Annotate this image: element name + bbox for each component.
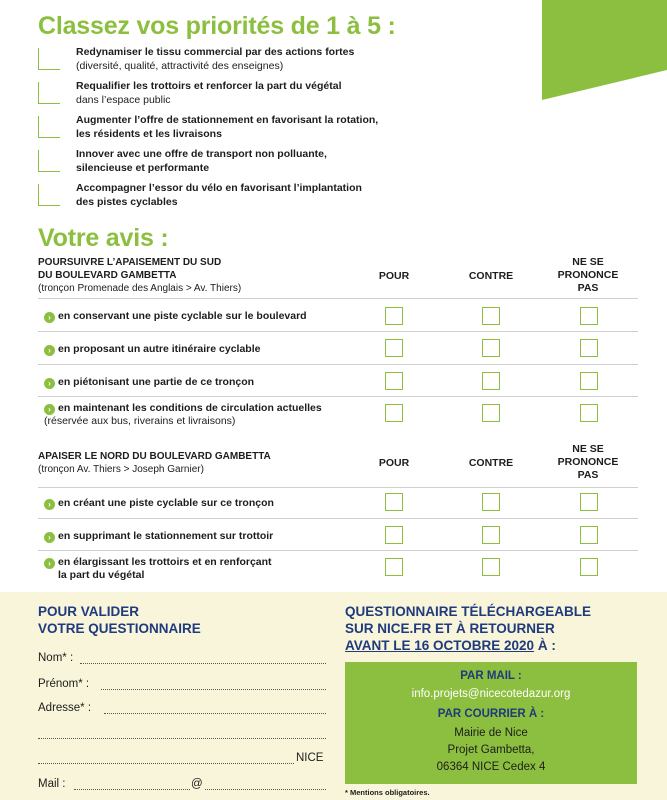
deadline: AVANT LE 16 OCTOBRE 2020: [345, 638, 535, 653]
divider: [38, 298, 638, 299]
address-line1: Mairie de Nice: [454, 727, 528, 739]
opinion-row-label: [44, 376, 254, 389]
checkbox-contre[interactable]: [482, 372, 500, 390]
priorities-title: Classez vos priorités de 1 à 5 :: [38, 12, 396, 40]
checkbox-nsp[interactable]: [580, 526, 598, 544]
contact-email[interactable]: info.projets@nicecotedazur.org: [411, 688, 571, 700]
chevron-right-icon: ›: [44, 312, 55, 323]
checkbox-pour[interactable]: [385, 558, 403, 576]
checkbox-nsp[interactable]: [580, 558, 598, 576]
group2-head-line1: APAISER LE NORD DU BOULEVARD GAMBETTA: [38, 451, 271, 462]
col-pour: POUR: [378, 457, 410, 469]
group1-head-line2: DU BOULEVARD GAMBETTA: [38, 270, 177, 281]
opinion-row-label: [44, 310, 307, 323]
group1-head-line1: POURSUIVRE L’APAISEMENT DU SUD: [38, 257, 222, 268]
chevron-right-icon: ›: [44, 378, 55, 389]
checkbox-pour[interactable]: [385, 526, 403, 544]
chevron-right-icon: ›: [44, 532, 55, 543]
row-subtext: la part du végétal: [58, 569, 145, 581]
col-nsp-line2: PRONONCE: [557, 456, 619, 468]
prenom-label: Prénom* :: [38, 678, 90, 690]
rank-input-box[interactable]: [38, 116, 60, 138]
par-courrier-heading: PAR COURRIER À :: [437, 708, 545, 720]
checkbox-nsp[interactable]: [580, 307, 598, 325]
opinion-row-label: [44, 497, 274, 510]
rank-input-box[interactable]: [38, 82, 60, 104]
priority-label: Augmenter l’offre de stationnement en favorisant la rotation,: [76, 114, 379, 126]
col-contre: CONTRE: [468, 270, 514, 282]
col-nsp-line3: PAS: [577, 282, 599, 294]
opinion-row-label: [44, 343, 260, 356]
opinion-row-label: [44, 530, 273, 543]
row-text: en conservant une piste cyclable sur le boulevard: [58, 310, 307, 322]
col-nsp-line1: NE SE: [572, 443, 604, 455]
checkbox-contre[interactable]: [482, 526, 500, 544]
divider: [38, 331, 638, 332]
checkbox-nsp[interactable]: [580, 339, 598, 357]
group1-header: [38, 256, 241, 295]
priority-item: [38, 182, 438, 210]
chevron-right-icon: ›: [44, 345, 55, 356]
col-nsp-line1: NE SE: [572, 256, 604, 268]
checkbox-pour[interactable]: [385, 339, 403, 357]
priority-label: Redynamiser le tissu commercial par des actions fortes: [76, 46, 355, 58]
checkbox-pour[interactable]: [385, 404, 403, 422]
checkbox-nsp[interactable]: [580, 372, 598, 390]
chevron-right-icon: ›: [44, 499, 55, 510]
adresse-input[interactable]: [104, 713, 326, 714]
group2-head-sub: (tronçon Av. Thiers > Joseph Garnier): [38, 464, 204, 475]
adresse-label: Adresse* :: [38, 702, 92, 714]
priority-label: Requalifier les trottoirs et renforcer la part du végétal: [76, 80, 342, 92]
col-contre: CONTRE: [468, 457, 514, 469]
checkbox-contre[interactable]: [482, 307, 500, 325]
divider: [38, 396, 638, 397]
checkbox-contre[interactable]: [482, 404, 500, 422]
corner-triangle-decoration: [542, 0, 667, 100]
row-text: en maintenant les conditions de circulation actuelles: [58, 402, 322, 414]
download-title-line2: SUR NICE.FR ET À RETOURNER: [345, 621, 555, 636]
priority-label: Innover avec une offre de transport non polluante,: [76, 148, 327, 160]
city-label: NICE: [296, 752, 324, 764]
validate-title: [38, 603, 201, 637]
adresse-input-line3[interactable]: [38, 763, 294, 764]
divider: [38, 518, 638, 519]
nom-input[interactable]: [80, 663, 326, 664]
checkbox-contre[interactable]: [482, 339, 500, 357]
nom-label: Nom* :: [38, 652, 74, 664]
validate-title-line2: VOTRE QUESTIONNAIRE: [38, 621, 201, 636]
opinion-title: Votre avis :: [38, 224, 169, 252]
row-subtext: (réservée aux bus, riverains et livraisons): [44, 415, 236, 427]
priority-sublabel: les résidents et les livraisons: [76, 128, 222, 140]
rank-input-box[interactable]: [38, 184, 60, 206]
rank-input-box[interactable]: [38, 48, 60, 70]
checkbox-pour[interactable]: [385, 493, 403, 511]
priority-item: [38, 114, 438, 142]
mail-input-domain[interactable]: [205, 789, 326, 790]
row-text: en proposant un autre itinéraire cyclable: [58, 343, 261, 355]
mail-input-user[interactable]: [74, 789, 190, 790]
priority-item: [38, 46, 438, 74]
col-nsp: [548, 443, 628, 482]
col-nsp: [548, 256, 628, 295]
address-line3: 06364 NICE Cedex 4: [436, 761, 546, 773]
download-title: [345, 603, 591, 654]
mandatory-footnote: * Mentions obligatoires.: [345, 788, 430, 797]
priority-sublabel: des pistes cyclables: [76, 196, 178, 208]
checkbox-nsp[interactable]: [580, 493, 598, 511]
priority-label: Accompagner l’essor du vélo en favorisant l’implantation: [76, 182, 362, 194]
divider: [38, 550, 638, 551]
divider: [38, 487, 638, 488]
priority-sublabel: (diversité, qualité, attractivité des enseignes): [76, 60, 284, 72]
prenom-input[interactable]: [101, 689, 326, 690]
adresse-input-line2[interactable]: [38, 738, 326, 739]
checkbox-nsp[interactable]: [580, 404, 598, 422]
priority-item: [38, 80, 438, 108]
opinion-row-label: [44, 556, 272, 582]
checkbox-contre[interactable]: [482, 558, 500, 576]
download-title-line3-rest: À :: [534, 638, 556, 653]
chevron-right-icon: ›: [44, 558, 55, 569]
row-text: en élargissant les trottoirs et en renforçant: [58, 556, 272, 568]
checkbox-pour[interactable]: [385, 307, 403, 325]
mail-label: Mail :: [38, 778, 66, 790]
row-text: en créant une piste cyclable sur ce tronçon: [58, 497, 274, 509]
col-nsp-line2: PRONONCE: [557, 269, 619, 281]
opinion-row-label: [44, 402, 322, 428]
priority-sublabel: dans l’espace public: [76, 94, 171, 106]
chevron-right-icon: ›: [44, 404, 55, 415]
validate-title-line1: POUR VALIDER: [38, 604, 140, 619]
divider: [38, 364, 638, 365]
checkbox-pour[interactable]: [385, 372, 403, 390]
col-nsp-line3: PAS: [577, 469, 599, 481]
row-text: en supprimant le stationnement sur trottoir: [58, 530, 274, 542]
at-sign: @: [191, 778, 203, 790]
priority-sublabel: silencieuse et performante: [76, 162, 210, 174]
priority-item: [38, 148, 438, 176]
row-text: en piétonisant une partie de ce tronçon: [58, 376, 255, 388]
checkbox-contre[interactable]: [482, 493, 500, 511]
group1-head-sub: (tronçon Promenade des Anglais > Av. Thiers): [38, 283, 242, 294]
rank-input-box[interactable]: [38, 150, 60, 172]
par-mail-heading: PAR MAIL :: [460, 670, 522, 682]
download-title-line1: QUESTIONNAIRE TÉLÉCHARGEABLE: [345, 604, 592, 619]
address-line2: Projet Gambetta,: [447, 744, 535, 756]
group2-header: [38, 450, 271, 476]
col-pour: POUR: [378, 270, 410, 282]
